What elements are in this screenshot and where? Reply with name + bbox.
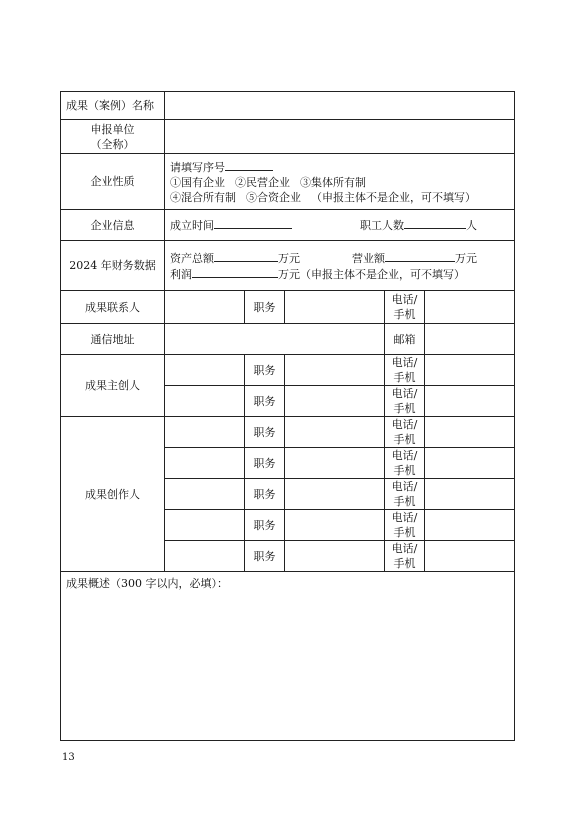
application-form [60, 91, 515, 741]
creator-phone-field[interactable] [425, 510, 515, 541]
creator-phone-label [385, 417, 425, 448]
contact-label: 成果联系人 [61, 291, 165, 324]
creator-phone-field[interactable] [425, 479, 515, 510]
creator-position-field[interactable] [285, 541, 385, 572]
finance-line2 [170, 266, 509, 282]
finance-note: （申报主体不是企业，可不填写） [300, 267, 465, 281]
applicant-unit-label-line1: 申报单位 [90, 122, 135, 136]
creator-phone-label [385, 541, 425, 572]
address-row [61, 324, 515, 355]
nature-note: （申报主体不是企业，可不填写） [311, 190, 476, 204]
lead-creator-phone-label [385, 355, 425, 386]
achievement-name-label: 成果（案例）名称 [61, 92, 165, 120]
lead-creator-position-label: 职务 [245, 386, 285, 417]
phone-label-line1: 电话/ [391, 387, 418, 400]
contact-phone-field[interactable] [425, 291, 515, 324]
creator-position-label: 职务 [245, 417, 285, 448]
phone-label-line1: 电话/ [391, 480, 418, 493]
creator-phone-field[interactable] [425, 417, 515, 448]
phone-label-line1: 电话/ [391, 542, 418, 555]
creator-name-field[interactable] [165, 541, 245, 572]
profit-blank[interactable] [192, 266, 278, 278]
page-number: 13 [62, 752, 75, 763]
phone-label-line2: 手机 [393, 371, 416, 384]
nature-option-private[interactable]: ②民营企业 [235, 175, 290, 189]
enterprise-nature-row [61, 154, 515, 210]
phone-label-line2: 手机 [393, 495, 416, 508]
phone-label-line1: 电话/ [391, 356, 418, 369]
email-label: 邮箱 [385, 324, 425, 355]
address-field[interactable] [165, 324, 385, 355]
creator-position-field[interactable] [285, 479, 385, 510]
phone-label-line2: 手机 [393, 557, 416, 570]
financial-data-row [61, 241, 515, 291]
enterprise-nature-field[interactable] [165, 154, 515, 210]
creator-row [61, 417, 515, 448]
applicant-unit-field[interactable] [165, 120, 515, 154]
creator-phone-field[interactable] [425, 541, 515, 572]
revenue-unit: 万元 [455, 251, 477, 265]
contact-name-field[interactable] [165, 291, 245, 324]
enterprise-info-label: 企业信息 [61, 210, 165, 241]
creators-label: 成果创作人 [61, 417, 165, 572]
lead-creator-phone-label [385, 386, 425, 417]
enterprise-info-row [61, 210, 515, 241]
nature-prompt-line [170, 159, 509, 175]
lead-creator-position-field[interactable] [285, 355, 385, 386]
applicant-unit-label-line2: （全称） [90, 137, 135, 151]
lead-creator-position-field[interactable] [285, 386, 385, 417]
creator-position-label: 职务 [245, 510, 285, 541]
achievement-name-row [61, 92, 515, 120]
address-label: 通信地址 [61, 324, 165, 355]
email-field[interactable] [425, 324, 515, 355]
phone-label-line1: 电话/ [391, 511, 418, 524]
lead-creator-label: 成果主创人 [61, 355, 165, 417]
nature-option-collective[interactable]: ③集体所有制 [300, 175, 366, 189]
financial-data-field [165, 241, 515, 291]
phone-label-line2: 手机 [393, 402, 416, 415]
summary-label: 成果概述（300 字以内，必填）： [66, 577, 228, 590]
nature-options-row1 [170, 175, 509, 190]
employees-label: 职工人数 [360, 219, 404, 232]
phone-label-line1: 电话/ [391, 293, 418, 306]
phone-label-line1: 电话/ [391, 449, 418, 462]
creator-position-field[interactable] [285, 417, 385, 448]
lead-creator-row [61, 355, 515, 386]
creator-position-label: 职务 [245, 448, 285, 479]
phone-label-line2: 手机 [393, 433, 416, 446]
contact-position-field[interactable] [285, 291, 385, 324]
achievement-name-field[interactable] [165, 92, 515, 120]
phone-label-line1: 电话/ [391, 418, 418, 431]
employees-unit: 人 [466, 219, 477, 232]
contact-row [61, 291, 515, 324]
total-assets-unit: 万元 [278, 251, 300, 265]
total-assets-label: 资产总额 [170, 251, 214, 265]
lead-creator-phone-field[interactable] [425, 355, 515, 386]
profit-label: 利润 [170, 267, 192, 281]
creator-phone-field[interactable] [425, 448, 515, 479]
nature-options-row2 [170, 190, 509, 205]
contact-phone-label [385, 291, 425, 324]
creator-phone-label [385, 510, 425, 541]
summary-field[interactable] [61, 572, 515, 741]
lead-creator-position-label: 职务 [245, 355, 285, 386]
creator-position-field[interactable] [285, 510, 385, 541]
established-blank[interactable] [214, 217, 292, 229]
creator-name-field[interactable] [165, 448, 245, 479]
creator-position-label: 职务 [245, 541, 285, 572]
revenue-blank[interactable] [385, 250, 455, 262]
nature-fill-blank[interactable] [225, 159, 273, 171]
employees-blank[interactable] [404, 217, 466, 229]
phone-label-line2: 手机 [393, 526, 416, 539]
contact-position-label: 职务 [245, 291, 285, 324]
nature-fill-prompt: 请填写序号 [170, 160, 225, 174]
nature-option-joint-venture[interactable]: ⑤合资企业 [246, 190, 301, 204]
creator-phone-label [385, 448, 425, 479]
creator-name-field[interactable] [165, 479, 245, 510]
creator-phone-label [385, 479, 425, 510]
finance-line1 [170, 250, 509, 266]
creator-name-field[interactable] [165, 417, 245, 448]
applicant-unit-row [61, 120, 515, 154]
creator-name-field[interactable] [165, 510, 245, 541]
summary-row [61, 572, 515, 741]
financial-data-label: 2024 年财务数据 [61, 241, 165, 291]
creator-position-field[interactable] [285, 448, 385, 479]
total-assets-blank[interactable] [214, 250, 278, 262]
enterprise-info-field [165, 210, 515, 241]
phone-label-line2: 手机 [393, 464, 416, 477]
revenue-label: 营业额 [352, 251, 385, 265]
applicant-unit-label [61, 120, 165, 154]
lead-creator-phone-field[interactable] [425, 386, 515, 417]
nature-option-state-owned[interactable]: ①国有企业 [170, 175, 225, 189]
phone-label-line2: 手机 [393, 308, 416, 321]
enterprise-nature-label: 企业性质 [61, 154, 165, 210]
profit-unit: 万元 [278, 267, 300, 281]
lead-creator-name-field[interactable] [165, 386, 245, 417]
established-label: 成立时间 [170, 219, 214, 232]
lead-creator-name-field[interactable] [165, 355, 245, 386]
creator-position-label: 职务 [245, 479, 285, 510]
nature-option-mixed[interactable]: ④混合所有制 [170, 190, 236, 204]
